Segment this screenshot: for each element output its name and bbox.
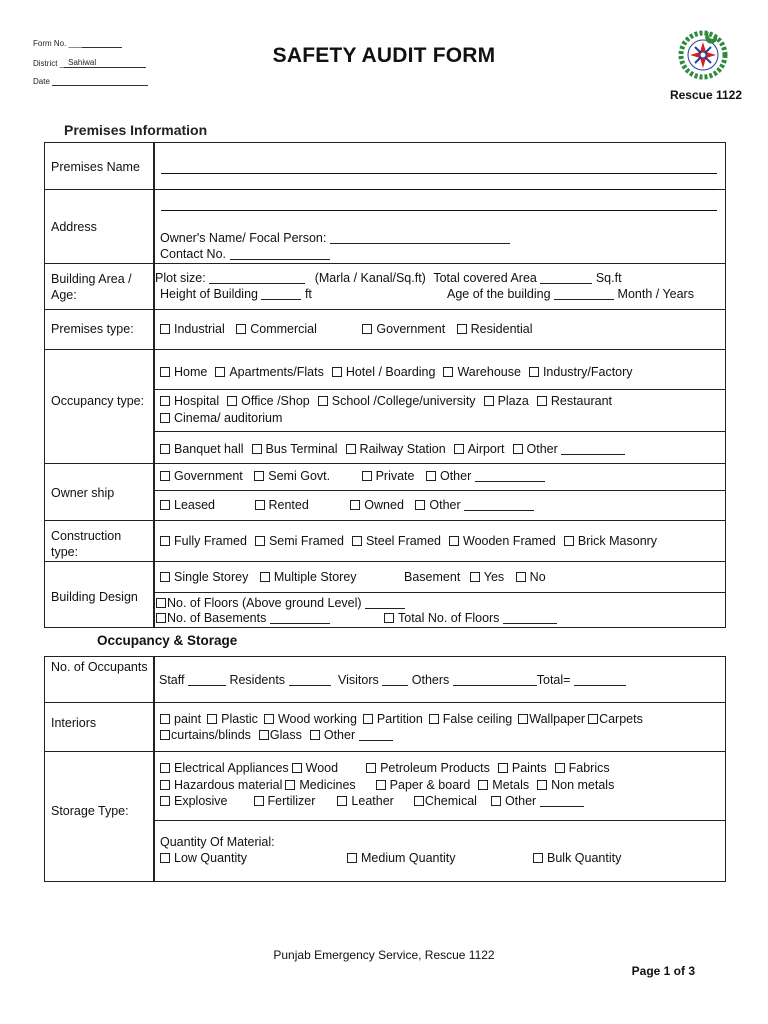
option-label: Restaurant xyxy=(550,394,612,408)
sub-divider xyxy=(153,820,725,821)
owner-name-label: Owner's Name/ Focal Person: xyxy=(160,231,327,245)
rescue-logo xyxy=(673,27,733,83)
total-floors-field[interactable] xyxy=(384,611,557,625)
checkbox-icon[interactable] xyxy=(537,780,547,790)
section-premises-info: Premises Information xyxy=(64,122,208,138)
checkbox-icon[interactable] xyxy=(292,763,302,773)
option-label: Other xyxy=(439,469,472,483)
checkbox-icon[interactable] xyxy=(264,714,274,724)
checkbox-icon[interactable] xyxy=(337,796,347,806)
building-area-label: Building Area / Age: xyxy=(51,272,132,302)
org-name: Rescue 1122 xyxy=(669,88,742,102)
checkbox-icon[interactable] xyxy=(310,730,320,740)
age-field[interactable] xyxy=(447,287,694,301)
checkbox-icon[interactable] xyxy=(254,471,264,481)
checkbox-icon[interactable] xyxy=(347,853,357,863)
checkbox-icon[interactable] xyxy=(160,444,170,454)
construction-options[interactable] xyxy=(160,534,665,548)
checkbox-icon[interactable] xyxy=(363,714,373,724)
design-options-line1[interactable] xyxy=(160,570,554,584)
checkbox-icon[interactable] xyxy=(376,780,386,790)
checkbox-icon[interactable] xyxy=(414,796,424,806)
floors-above-field[interactable] xyxy=(156,596,405,610)
checkbox-icon[interactable] xyxy=(443,367,453,377)
occupancy-options-line3[interactable] xyxy=(160,442,633,456)
option-label: Cinema/ auditorium xyxy=(174,411,283,425)
option-label: Industrial xyxy=(174,322,225,336)
checkbox-icon[interactable] xyxy=(318,396,328,406)
option-label: Fabrics xyxy=(568,761,610,775)
checkbox-icon[interactable] xyxy=(454,444,464,454)
option-label: Other xyxy=(429,498,461,512)
basement-label: Basement xyxy=(404,570,461,584)
option-label: Fully Framed xyxy=(174,534,247,548)
sub-divider xyxy=(153,592,725,593)
district-label: District _ xyxy=(33,59,65,68)
option-label: Government xyxy=(174,469,243,483)
option-label: False ceiling xyxy=(442,712,513,726)
checkbox-icon[interactable] xyxy=(160,500,170,510)
option-label: Government xyxy=(376,322,446,336)
option-label: Home xyxy=(174,365,208,379)
option-label: Wood xyxy=(305,761,339,775)
staff-label: Staff xyxy=(159,673,185,687)
option-label: Office /Shop xyxy=(241,394,310,408)
row-divider xyxy=(45,463,725,464)
option-label: Low Quantity xyxy=(174,851,247,865)
checkbox-icon[interactable] xyxy=(384,613,394,623)
storage-type-label: Storage Type: xyxy=(51,804,129,818)
interiors-options-line1[interactable] xyxy=(160,712,651,726)
checkbox-icon[interactable] xyxy=(160,367,170,377)
row-divider xyxy=(45,561,725,562)
checkbox-icon[interactable] xyxy=(207,714,217,724)
option-label: Rented xyxy=(268,498,309,512)
checkbox-icon[interactable] xyxy=(255,500,265,510)
option-label: Explosive xyxy=(174,794,228,808)
checkbox-icon[interactable] xyxy=(346,444,356,454)
plot-size-field[interactable] xyxy=(155,271,622,285)
checkbox-icon[interactable] xyxy=(255,536,265,546)
occupancy-options-line2[interactable] xyxy=(160,394,620,408)
month-years-label: Month / Years xyxy=(617,287,694,301)
checkbox-icon[interactable] xyxy=(160,780,170,790)
option-label: Commercial xyxy=(250,322,317,336)
option-label: Hazardous material xyxy=(174,778,283,792)
option-label: Wood working xyxy=(277,712,357,726)
checkbox-icon[interactable] xyxy=(160,471,170,481)
option-label: Carpets xyxy=(599,712,643,726)
checkbox-icon[interactable] xyxy=(352,536,362,546)
others-label: Others xyxy=(411,673,450,687)
checkbox-icon[interactable] xyxy=(350,500,360,510)
option-label: Yes xyxy=(483,570,505,584)
sqft-label: Sq.ft xyxy=(595,271,622,285)
checkbox-icon[interactable] xyxy=(160,763,170,773)
row-divider xyxy=(45,702,725,703)
premises-type-options[interactable] xyxy=(160,322,541,336)
checkbox-icon[interactable] xyxy=(429,714,439,724)
option-label: curtains/blinds xyxy=(171,728,251,742)
height-label: Height of Building xyxy=(160,287,258,301)
checkbox-icon[interactable] xyxy=(285,780,295,790)
checkbox-icon[interactable] xyxy=(156,613,166,623)
interiors-options-line2[interactable] xyxy=(160,728,401,742)
storage-options-line3[interactable] xyxy=(160,794,592,808)
option-label: Paper & board xyxy=(389,778,471,792)
date-label: Date xyxy=(33,77,50,86)
row-divider xyxy=(45,263,725,264)
option-label: Industry/Factory xyxy=(542,365,633,379)
total-covered-label: Total covered Area xyxy=(433,271,537,285)
checkbox-icon[interactable] xyxy=(215,367,225,377)
contact-label: Contact No. xyxy=(160,247,227,261)
checkbox-icon[interactable] xyxy=(478,780,488,790)
checkbox-icon[interactable] xyxy=(362,471,372,481)
option-label: Banquet hall xyxy=(174,442,244,456)
owner-name-field[interactable] xyxy=(160,231,510,245)
checkbox-icon[interactable] xyxy=(260,572,270,582)
basements-field[interactable] xyxy=(156,611,330,625)
checkbox-icon[interactable] xyxy=(366,763,376,773)
option-label: Semi Govt. xyxy=(268,469,331,483)
checkbox-icon[interactable] xyxy=(156,598,166,608)
form-no-label: Form No. ___ xyxy=(33,39,82,48)
checkbox-icon[interactable] xyxy=(362,324,372,334)
premises-name-line[interactable] xyxy=(161,173,717,174)
option-label: Fertilizer xyxy=(267,794,316,808)
checkbox-icon[interactable] xyxy=(259,730,269,740)
option-label: Hotel / Boarding xyxy=(345,365,436,379)
option-label: Wooden Framed xyxy=(463,534,556,548)
option-label: Hospital xyxy=(174,394,220,408)
option-label: Petroleum Products xyxy=(380,761,490,775)
page-number: Page 1 of 3 xyxy=(631,964,695,978)
option-label: Private xyxy=(375,469,415,483)
option-label: Steel Framed xyxy=(365,534,441,548)
option-label: Medium Quantity xyxy=(361,851,456,865)
checkbox-icon[interactable] xyxy=(160,714,170,724)
checkbox-icon[interactable] xyxy=(426,471,436,481)
checkbox-icon[interactable] xyxy=(537,396,547,406)
height-field[interactable] xyxy=(160,287,312,301)
checkbox-icon[interactable] xyxy=(160,396,170,406)
option-label: Metals xyxy=(492,778,530,792)
age-label: Age of the building xyxy=(447,287,551,301)
checkbox-icon[interactable] xyxy=(254,796,264,806)
option-label: Other xyxy=(504,794,537,808)
footer-org: Punjab Emergency Service, Rescue 1122 xyxy=(273,948,495,962)
total-label: Total= xyxy=(536,673,571,687)
district-value: Sahiwal xyxy=(68,58,97,67)
option-label: No. of Basements xyxy=(167,611,267,625)
form-title: SAFETY AUDIT FORM xyxy=(272,44,496,67)
occupancy-type-label: Occupancy type: xyxy=(51,394,145,408)
storage-options-line1[interactable] xyxy=(160,761,618,775)
column-divider xyxy=(153,657,155,881)
row-divider xyxy=(45,309,725,310)
ownership-label: Owner ship xyxy=(51,486,115,500)
checkbox-icon[interactable] xyxy=(160,853,170,863)
sub-divider xyxy=(153,490,725,491)
checkbox-icon[interactable] xyxy=(236,324,246,334)
ownership-options-line1[interactable] xyxy=(160,469,553,483)
option-label: Semi Framed xyxy=(268,534,344,548)
checkbox-icon[interactable] xyxy=(457,324,467,334)
contact-field[interactable] xyxy=(160,247,330,261)
option-label: No. of Floors (Above ground Level) xyxy=(167,596,362,610)
checkbox-icon[interactable] xyxy=(160,413,170,423)
row-divider xyxy=(45,520,725,521)
plot-size-label: Plot size: xyxy=(155,271,206,285)
option-label: School /College/university xyxy=(331,394,476,408)
option-label: Residential xyxy=(470,322,533,336)
occupancy-options-line2b[interactable] xyxy=(160,411,290,425)
section-occupancy-storage: Occupancy & Storage xyxy=(97,633,238,648)
sub-divider xyxy=(153,431,725,432)
option-label: Plaza xyxy=(497,394,529,408)
checkbox-icon[interactable] xyxy=(252,444,262,454)
row-divider xyxy=(45,751,725,752)
premises-name-label: Premises Name xyxy=(51,160,140,174)
option-label: Electrical Appliances xyxy=(174,761,289,775)
option-label: Railway Station xyxy=(359,442,446,456)
checkbox-icon[interactable] xyxy=(160,572,170,582)
ft-label: ft xyxy=(304,287,312,301)
option-label: Glass xyxy=(269,728,302,742)
address-label: Address xyxy=(51,220,97,234)
checkbox-icon[interactable] xyxy=(160,796,170,806)
option-label: No xyxy=(529,570,546,584)
row-divider xyxy=(45,349,725,350)
date-field[interactable] xyxy=(33,76,148,86)
residents-label: Residents xyxy=(229,673,286,687)
option-label: Total No. of Floors xyxy=(398,611,500,625)
option-label: Plastic xyxy=(221,712,258,726)
option-label: Airport xyxy=(467,442,505,456)
checkbox-icon[interactable] xyxy=(588,714,598,724)
checkbox-icon[interactable] xyxy=(518,714,528,724)
checkbox-icon[interactable] xyxy=(564,536,574,546)
option-label: Wallpaper xyxy=(529,712,586,726)
quantity-label: Quantity Of Material: xyxy=(160,835,275,849)
premises-table xyxy=(44,142,726,628)
checkbox-icon[interactable] xyxy=(470,572,480,582)
occupants-fields[interactable] xyxy=(159,673,626,687)
option-label: Multiple Storey xyxy=(273,570,357,584)
option-label: Bus Terminal xyxy=(265,442,338,456)
checkbox-icon[interactable] xyxy=(415,500,425,510)
address-line-2[interactable] xyxy=(161,210,717,211)
option-label: Single Storey xyxy=(174,570,249,584)
checkbox-icon[interactable] xyxy=(160,536,170,546)
checkbox-icon[interactable] xyxy=(160,730,170,740)
address-line-1[interactable] xyxy=(161,189,717,190)
occupancy-options-line1[interactable] xyxy=(160,365,641,379)
ownership-options-line2[interactable] xyxy=(160,498,542,512)
option-label: Leather xyxy=(351,794,394,808)
option-label: Paints xyxy=(511,761,547,775)
option-label: Chemical xyxy=(424,794,477,808)
checkbox-icon[interactable] xyxy=(160,324,170,334)
interiors-label: Interiors xyxy=(51,716,97,730)
checkbox-icon[interactable] xyxy=(491,796,501,806)
column-divider xyxy=(153,143,155,627)
option-label: Brick Masonry xyxy=(577,534,658,548)
option-label: Other xyxy=(526,442,558,456)
checkbox-icon[interactable] xyxy=(555,763,565,773)
building-design-label: Building Design xyxy=(51,590,138,604)
option-label: Warehouse xyxy=(457,365,521,379)
option-label: Other xyxy=(323,728,356,742)
option-label: Apartments/Flats xyxy=(229,365,324,379)
visitors-label: Visitors xyxy=(338,673,379,687)
checkbox-icon[interactable] xyxy=(332,367,342,377)
option-label: Non metals xyxy=(551,778,615,792)
plot-units: (Marla / Kanal/Sq.ft) xyxy=(314,271,426,285)
premises-type-label: Premises type: xyxy=(51,322,134,336)
option-label: Bulk Quantity xyxy=(547,851,622,865)
option-label: Partition xyxy=(376,712,423,726)
checkbox-icon[interactable] xyxy=(529,367,539,377)
checkbox-icon[interactable] xyxy=(449,536,459,546)
storage-options-line2[interactable] xyxy=(160,778,622,792)
checkbox-icon[interactable] xyxy=(516,572,526,582)
option-label: Medicines xyxy=(299,778,356,792)
option-label: Leased xyxy=(174,498,216,512)
checkbox-icon[interactable] xyxy=(484,396,494,406)
occupants-label: No. of Occupants xyxy=(51,660,148,674)
checkbox-icon[interactable] xyxy=(533,853,543,863)
sub-divider xyxy=(153,389,725,390)
construction-label: Construction type: xyxy=(51,529,122,559)
checkbox-icon[interactable] xyxy=(513,444,523,454)
option-label: paint xyxy=(174,712,202,726)
checkbox-icon[interactable] xyxy=(227,396,237,406)
occupancy-table xyxy=(44,656,726,882)
checkbox-icon[interactable] xyxy=(498,763,508,773)
option-label: Owned xyxy=(364,498,404,512)
